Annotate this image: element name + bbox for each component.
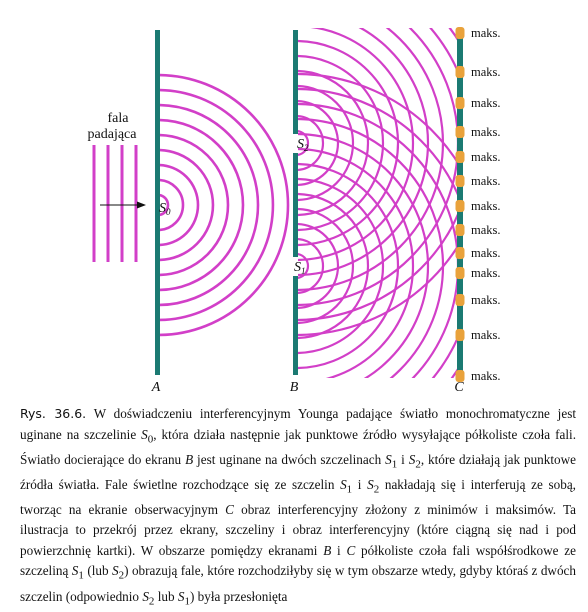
maxima-labels bbox=[471, 26, 501, 383]
fringe-maximum-6 bbox=[456, 175, 465, 187]
maxima-label-3: maks. bbox=[471, 96, 501, 110]
figure-caption: Rys. 36.6. W doświadczeniu interferencyjnym Younga padające światło monochromatyczne jest uginane na szczelinie $S_0$, która działa następnie jak punktowe źródło wysyłające półkoliste czoła fali. Światło docierające do ekranu B jest uginane na dwóch szczelinach $S_1$ i $S_2$, które działają jak punktowe źródła światła. Fale świetlne rozchodzące się ze szczelin $S_1$ i $S_2$ nakładają się i interferują ze sobą, tworząc na ekranie obserwacyjnym C obraz interferencyjny złożony z minimów i maksimów. Ta ilustracja to przekrój przez ekrany, szczeliny i obraz interferencyjny (które ciągną się nad i pod powierzchnię kartki). W obszarze pomiędzy ekranami B i C półkoliste czoła fali współśrodkowe ze szczeliną $S_1$ (lub $S_2$) obrazują fale, które rozchodziłyby się w tym obszarze wtedy, gdyby któraś z dwóch szczelin (odpowiednio $S_2$ lub $S_1$) była przesłonięta bbox=[20, 406, 577, 608]
maxima-label-2: maks. bbox=[471, 65, 501, 79]
screen-label-A: A bbox=[151, 380, 161, 395]
fringe-maximum-10 bbox=[456, 267, 465, 279]
figure-ref: Rys. 36.6. bbox=[20, 406, 87, 421]
maxima-label-12: maks. bbox=[471, 328, 501, 342]
fringe-maximum-5 bbox=[456, 151, 465, 163]
fringe-maximum-12 bbox=[456, 329, 465, 341]
fringe-maximum-4 bbox=[456, 126, 465, 138]
maxima-label-5: maks. bbox=[471, 150, 501, 164]
screen-B bbox=[293, 30, 298, 375]
maxima-label-8: maks. bbox=[471, 223, 501, 237]
fringe-maximum-8 bbox=[456, 224, 465, 236]
screen-label-B: B bbox=[289, 380, 299, 395]
screen-C bbox=[456, 27, 465, 382]
slit-label-S0: $S_0$ bbox=[159, 201, 171, 217]
maxima-label-13: maks. bbox=[471, 369, 501, 383]
maxima-label-9: maks. bbox=[471, 246, 501, 260]
screen-label-C: C bbox=[454, 380, 464, 395]
maxima-label-6: maks. bbox=[471, 174, 501, 188]
maxima-label-1: maks. bbox=[471, 26, 501, 40]
maxima-label-11: maks. bbox=[471, 293, 501, 307]
fringe-maximum-9 bbox=[456, 247, 465, 259]
maxima-label-10: maks. bbox=[471, 266, 501, 280]
fringe-maximum-7 bbox=[456, 200, 465, 212]
fringe-maximum-1 bbox=[456, 27, 465, 39]
maxima-label-7: maks. bbox=[471, 199, 501, 213]
incident-wave-label-2: padająca bbox=[87, 127, 137, 142]
fringe-maximum-11 bbox=[456, 294, 465, 306]
slit-label-S1: $S_1$ bbox=[294, 260, 306, 276]
incident-wavefronts bbox=[94, 145, 136, 262]
fringe-maximum-2 bbox=[456, 66, 465, 78]
wavefronts-from-S0 bbox=[158, 75, 288, 335]
s0-wavefront-9 bbox=[158, 75, 288, 335]
slit-label-S2: $S_2$ bbox=[297, 137, 309, 153]
maxima-label-4: maks. bbox=[471, 125, 501, 139]
s0-wavefront-6 bbox=[158, 120, 243, 290]
incident-wave-label: fala bbox=[107, 111, 129, 126]
fringe-maximum-3 bbox=[456, 97, 465, 109]
